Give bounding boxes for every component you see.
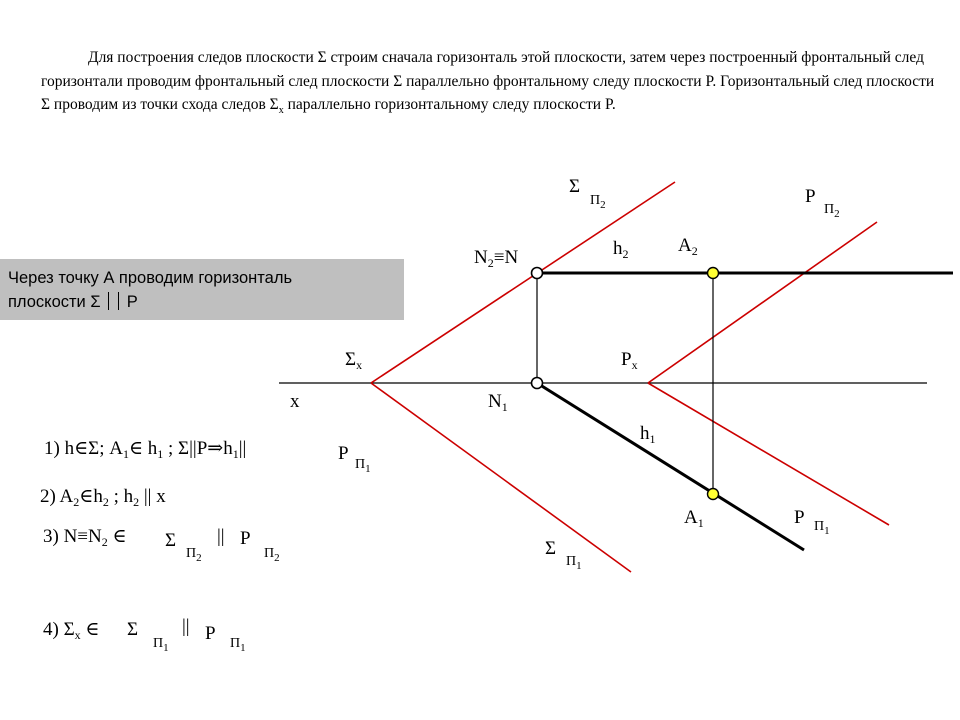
step-3-p-sub: $П_2$: [264, 546, 280, 564]
step-4-p-sub: $П_1$: [230, 636, 246, 654]
intro-part2: параллельно горизонтальному следу плоскости P.: [283, 96, 616, 113]
label-a1: $A_1$: [684, 507, 704, 530]
label-sigma-x: $\Sigma_x$: [345, 349, 363, 372]
step-2: 2) $A_2\in h_2$ ; $h_2$ || x: [40, 486, 166, 509]
label-n2-n: $N_2\equiv N$: [474, 247, 519, 270]
step-4-sigma: Σ: [127, 619, 139, 640]
label-n1: $N_1$: [488, 391, 508, 414]
label-h1: $h_1$: [640, 423, 656, 446]
intro-part1: Для построения следов плоскости Σ строим сначала горизонталь этой плоскости, затем через построенный фронтальный след горизонтали проводим фронтальный след плоскости Σ параллельно фронтальному следу плоскости P. Горизонтальный след плоскости Σ проводим из точки схода следов Σ: [41, 49, 935, 113]
callout-line2a: плоскости Σ: [8, 293, 101, 311]
step-3-sigma-sub: $П_2$: [186, 546, 202, 564]
step-1-p-pi1-sub: $П_1$: [355, 457, 371, 475]
label-x-axis: x: [290, 391, 300, 412]
label-p-pi2-sub: $П_2$: [824, 202, 840, 220]
label-sigma-pi1-sub: $П_1$: [566, 554, 582, 572]
label-p-pi2: P: [805, 186, 816, 207]
label-p-x: $P_x$: [621, 349, 638, 372]
point-a2: [708, 268, 719, 279]
label-sigma-pi2-sub: $П_2$: [590, 193, 606, 211]
step-3-parallel: ||: [217, 526, 225, 547]
intro-sub: x: [278, 105, 284, 117]
point-a1: [708, 489, 719, 500]
label-a2: $A_2$: [678, 235, 698, 258]
step-1: 1) h∈Σ; $A_1\in$ $h_1$ ; $\Sigma||P\Rightarrow h_1||$: [44, 438, 247, 461]
label-h2: $h_2$: [613, 238, 629, 261]
point-n2: [532, 268, 543, 279]
step-3-p: P: [240, 528, 251, 549]
callout-line1: Через точку А проводим горизонталь: [8, 269, 293, 287]
label-sigma-pi1: Σ: [545, 538, 557, 559]
step-4-parallel: ||: [182, 616, 190, 637]
point-n1: [532, 378, 543, 389]
step-4-p: P: [205, 623, 216, 644]
step-4-sigma-sub: $П_1$: [153, 636, 169, 654]
label-p-pi1-sub: $П_1$: [814, 519, 830, 537]
step-3-sigma: Σ: [165, 530, 177, 551]
callout-line2b: P: [126, 293, 138, 311]
step-3: 3) $N\equiv N_2$ ∈: [43, 526, 127, 549]
label-p-pi1: P: [794, 507, 805, 528]
step-4: 4) $\Sigma_x$ ∈: [43, 619, 100, 642]
step-1-p-pi1: P: [338, 443, 349, 464]
label-sigma-pi2: Σ: [569, 176, 581, 197]
h1-line: [537, 383, 804, 550]
